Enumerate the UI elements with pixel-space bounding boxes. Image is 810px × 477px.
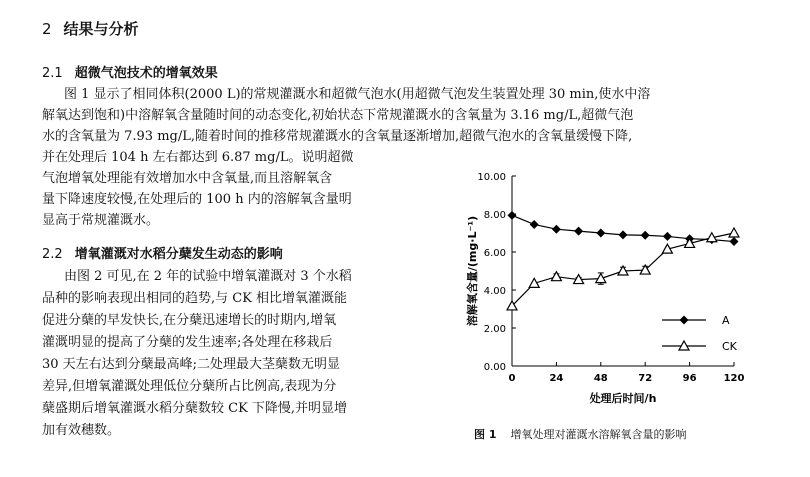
legend-label-A: A — [722, 314, 730, 327]
y-tick-label: 2.00 — [483, 324, 506, 335]
figure-label: 图 1 — [474, 428, 497, 441]
paragraph-line: 促进分蘖的早发快长,在分蘖迅速增长的时期内,增氧 — [42, 313, 337, 328]
legend-label-CK: CK — [722, 340, 737, 353]
subsection-heading-1 — [42, 62, 218, 81]
paragraph-line: 品种的影响表现出相同的趋势,与 CK 相比增氧灌溉能 — [42, 291, 348, 306]
data-point-A — [619, 230, 628, 239]
data-point-CK — [596, 274, 606, 283]
data-point-A — [574, 227, 583, 236]
section-heading — [42, 18, 139, 39]
paragraph-line: 并在处理后 104 h 左右都达到 6.87 mg/L。说明超微 — [42, 150, 354, 165]
legend-marker-A — [680, 316, 689, 325]
x-tick-label: 120 — [723, 373, 745, 384]
y-axis-label: 溶解氧含量/(mg·L⁻¹) — [466, 215, 479, 327]
y-tick-label: 8.00 — [483, 210, 506, 221]
data-point-A — [508, 211, 517, 220]
data-point-A — [663, 232, 672, 241]
data-point-A — [552, 225, 561, 234]
paragraph-line: 灌溉明显的提高了分蘖的发生速率;各处理在移栽后 — [42, 335, 333, 350]
paragraph-line: 差异,但增氧灌溉处理低位分蘖所占比例高,表现为分 — [42, 379, 337, 394]
paragraph-line: 量下降速度较慢,在处理后的 100 h 内的溶解氧含量明 — [42, 192, 352, 207]
x-tick-label: 96 — [682, 373, 697, 384]
paragraph-line: 显高于常规灌溉水。 — [42, 213, 160, 228]
section-number: 2 — [42, 20, 52, 38]
x-tick-label: 24 — [549, 373, 564, 384]
x-axis-label: 处理后时间/h — [589, 392, 657, 405]
x-tick-label: 72 — [638, 373, 653, 384]
subsection-title: 增氧灌溉对水稻分蘖发生动态的影响 — [74, 247, 283, 262]
data-point-CK — [551, 272, 561, 281]
paragraph-line: 由图 2 可见,在 2 年的试验中增氧灌溉对 3 个水稻 — [64, 269, 352, 284]
x-tick-label: 48 — [593, 373, 608, 384]
section-title: 结果与分析 — [63, 20, 139, 38]
subsection-heading-2 — [42, 243, 283, 262]
data-point-CK — [729, 228, 739, 237]
subsection-title: 超微气泡技术的增氧效果 — [74, 66, 218, 81]
data-point-A — [596, 229, 605, 238]
paragraph-line: 30 天左右达到分蘖最高峰;二处理最大茎蘖数无明显 — [42, 357, 341, 372]
x-tick-label: 0 — [508, 373, 516, 384]
figure-caption — [474, 426, 686, 442]
paragraph-line: 水的含氧量为 7.93 mg/L,随着时间的推移常规灌溉水的含氧量逐渐增加,超微气泡水的含氧量缓慢下降, — [42, 129, 633, 144]
paragraph-line: 图 1 显示了相同体积(2000 L)的常规灌溉水和超微气泡水(用超微气泡发生装置处理 30 min,使水中溶 — [64, 87, 651, 102]
paragraph-line: 解氧达到饱和)中溶解氧含量随时间的动态变化,初始状态下常规灌溉水的含氧量为 3.16 mg/L,超微气泡 — [42, 108, 634, 123]
data-point-A — [530, 220, 539, 229]
data-point-A — [641, 231, 650, 240]
data-point-A — [730, 237, 739, 246]
dissolved-oxygen-chart — [462, 164, 772, 414]
subsection-number: 2.1 — [42, 66, 63, 81]
subsection-number: 2.2 — [42, 247, 63, 262]
paragraph-line: 蘖盛期后增氧灌溉水稻分蘖数较 CK 下降慢,并明显增 — [42, 401, 348, 416]
y-tick-label: 6.00 — [483, 248, 506, 259]
y-tick-label: 4.00 — [483, 286, 506, 297]
y-tick-label: 10.00 — [477, 172, 506, 183]
paragraph-line: 气泡增氧处理能有效增加水中含氧量,而且溶解氧含 — [42, 171, 333, 186]
paragraph-line: 加有效穗数。 — [42, 423, 121, 438]
y-tick-label: 0.00 — [483, 362, 506, 373]
figure-caption-text: 增氧处理对灌溉水溶解氧含量的影响 — [510, 428, 687, 441]
